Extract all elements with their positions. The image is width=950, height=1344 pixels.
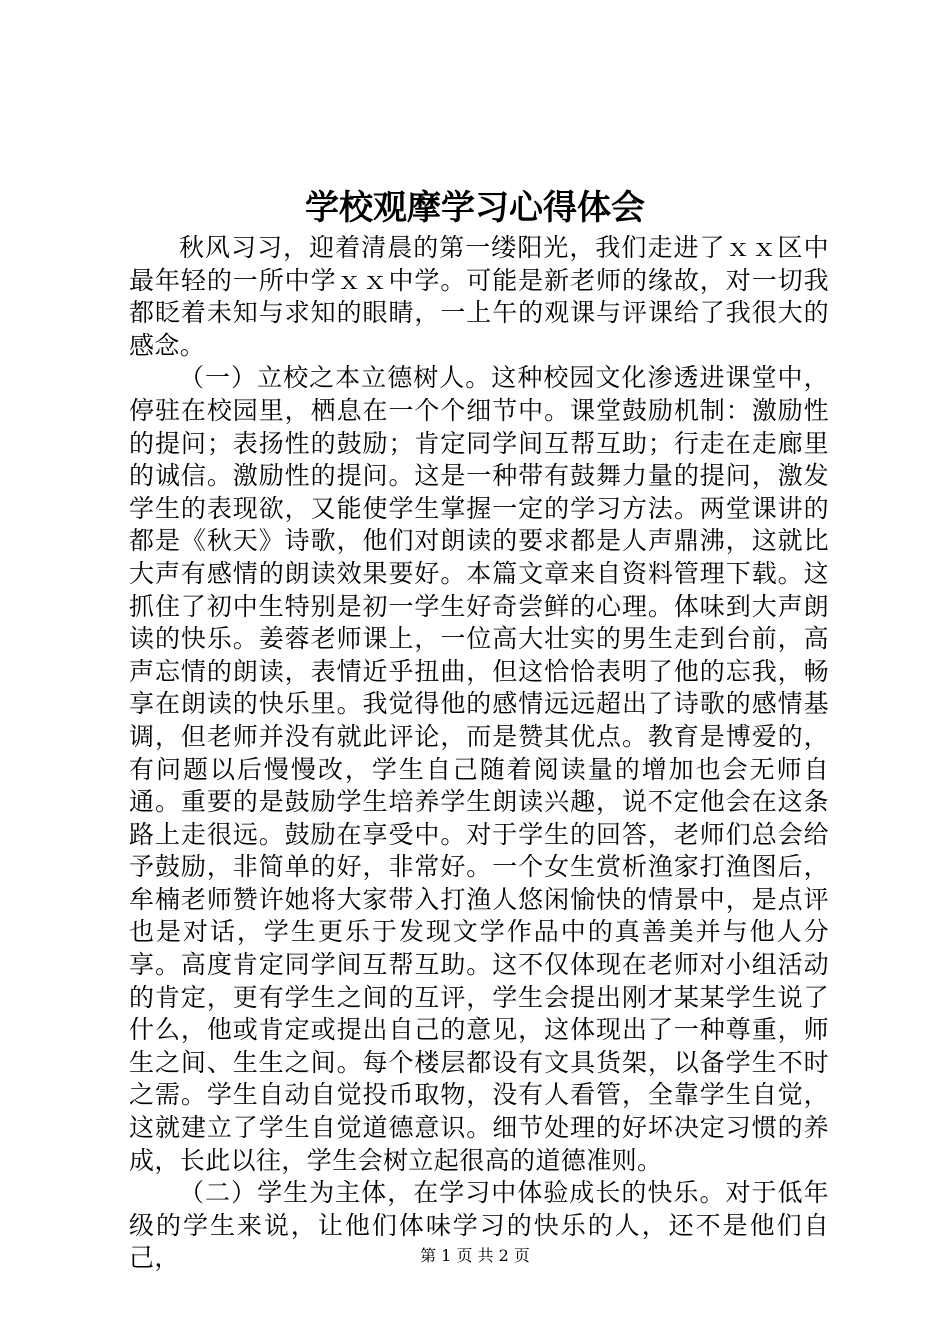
page-title: 学校观摩学习心得体会 bbox=[305, 188, 645, 228]
paragraph-section-two: （二）学生为主体，在学习中体验成长的快乐。对于低年级的学生来说，让他们体味学习的快乐的人，还不是他们自己， bbox=[129, 1178, 829, 1273]
paragraph-intro: 秋风习习，迎着清晨的第一缕阳光，我们走进了ｘｘ区中最年轻的一所中学ｘｘ中学。可能是新老师的缘故，对一切我都眨着未知与求知的眼睛，一上午的观课与评课给了我很大的感念。 bbox=[129, 233, 829, 360]
document-body bbox=[129, 232, 829, 1275]
page-footer: 第 1 页 共 2 页 bbox=[420, 1246, 530, 1265]
paragraph-section-one: （一）立校之本立德树人。这种校园文化渗透进课堂中，停驻在校园里，栖息在一个个细节中。课堂鼓励机制：激励性的提问；表扬性的鼓励；肯定同学间互帮互助；行走在走廊里的诚信。激励性的提问。这是一种带有鼓舞力量的提问，激发学生的表现欲，又能使学生掌握一定的学习方法。两堂课讲的都是《秋天》诗歌，他们对朗读的要求都是人声鼎沸，这就比大声有感情的朗读效果要好。本篇文章来自资料管理下载。这抓住了初中生特别是初一学生好奇尝鲜的心理。体味到大声朗读的快乐。姜蓉老师课上，一位高大壮实的男生走到台前，高声忘情的朗读，表情近乎扭曲，但这恰恰表明了他的忘我，畅享在朗读的快乐里。我觉得他的感情远远超出了诗歌的感情基调，但老师并没有就此评论，而是赞其优点。教育是博爱的，有问题以后慢慢改，学生自己随着阅读量的增加也会无师自通。重要的是鼓励学生培养学生朗读兴趣，说不定他会在这条路上走很远。鼓励在享受中。对于学生的回答，老师们总会给予鼓励，非简单的好，非常好。一个女生赏析渔家打渔图后，牟楠老师赞许她将大家带入打渔人悠闲愉快的情景中，是点评也是对话，学生更乐于发现文学作品中的真善美并与他人分享。高度肯定同学间互帮互助。这不仅体现在老师对小组活动的肯定，更有学生之间的互评，学生会提出刚才某某学生说了什么，他或肯定或提出自己的意见，这体现出了一种尊重，师生之间、生生之间。每个楼层都设有文具货架，以备学生不时之需。学生自动自觉投币取物，没有人看管，全靠学生自觉，这就建立了学生自觉道德意识。细节处理的好坏决定习惯的养成，长此以往，学生会树立起很高的道德准则。 bbox=[129, 363, 829, 1175]
